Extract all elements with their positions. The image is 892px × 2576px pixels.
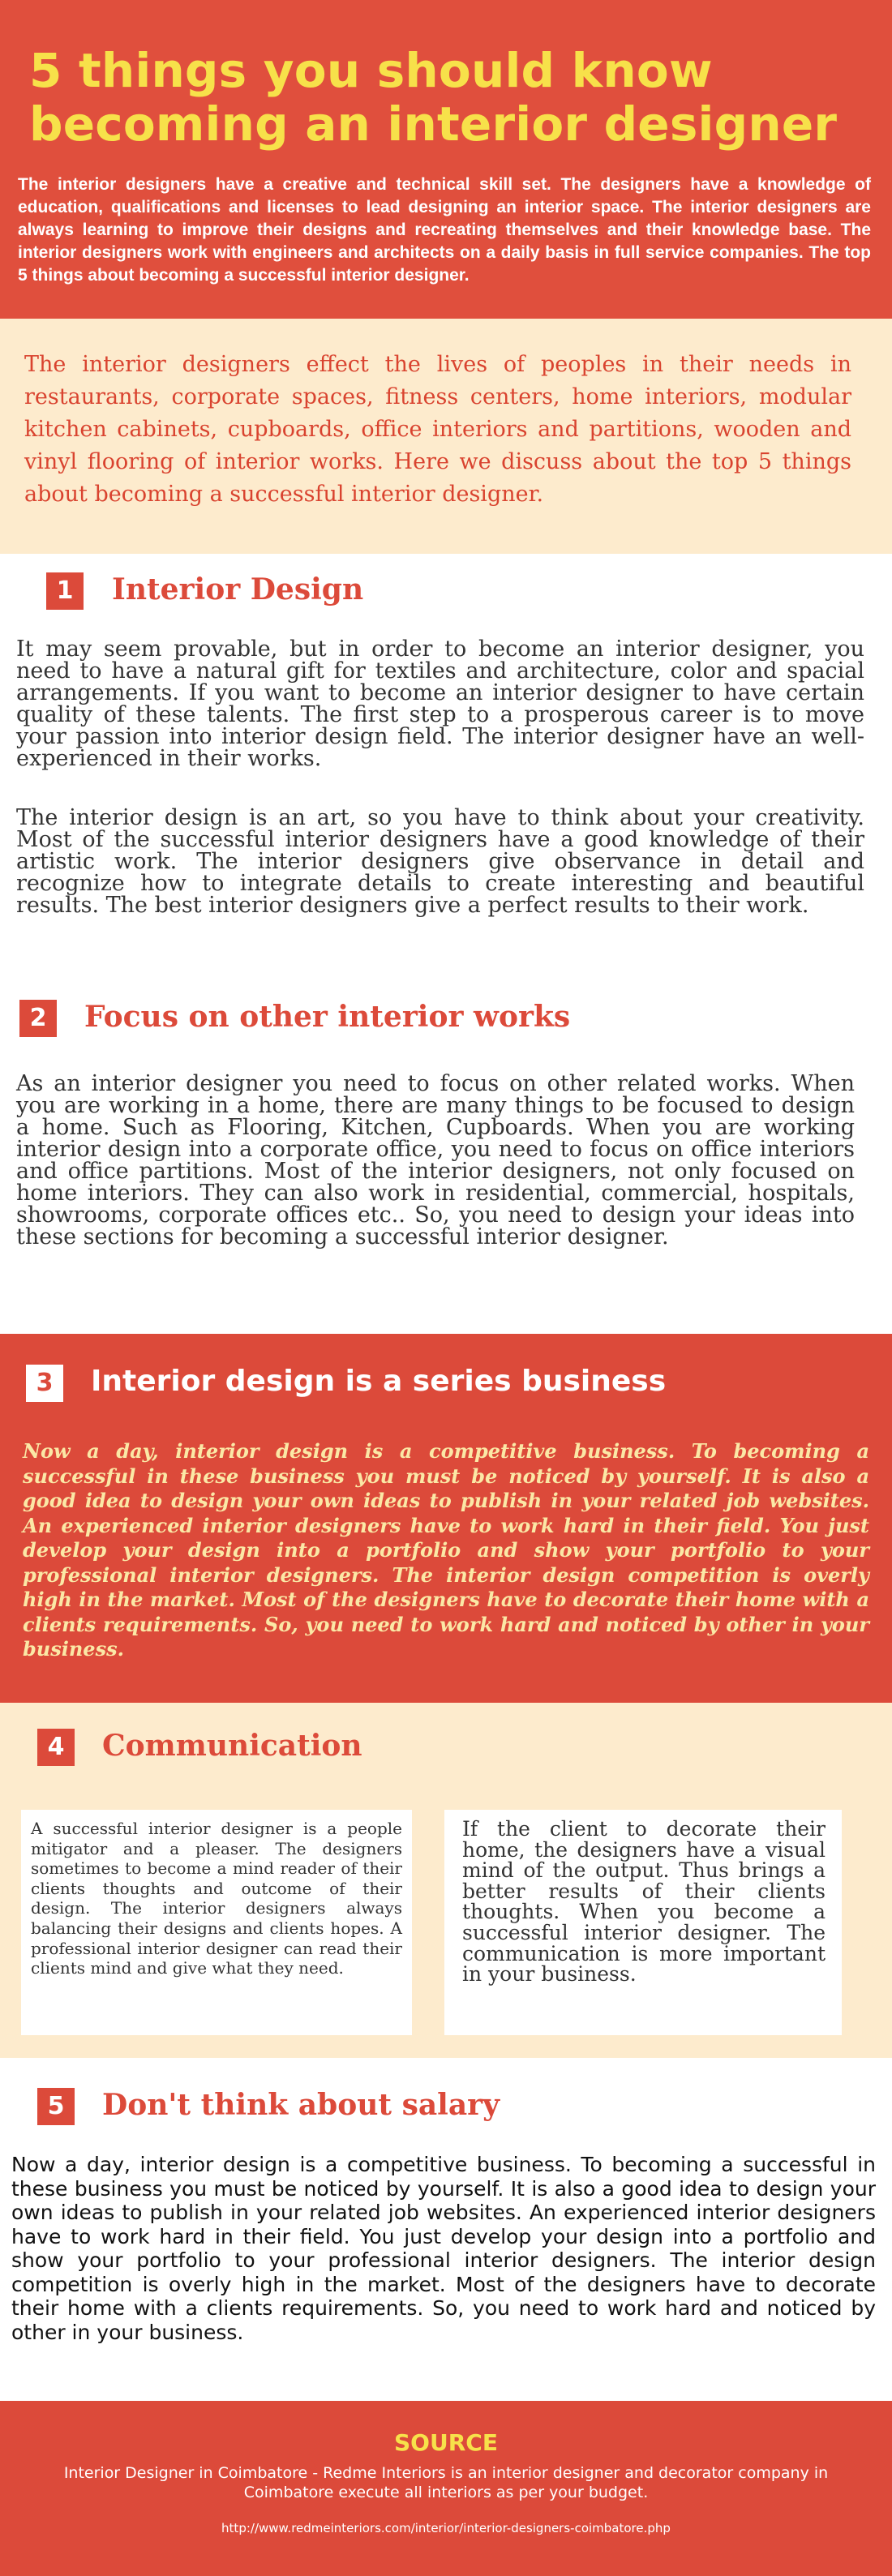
section-2-paragraph: As an interior designer you need to focus on other related works. When you are working in a home, there are many things to be focused to design a home. Such as Flooring, Kitchen, Cupboards. When you are working interior design into a corporate office, you need to focus on office interiors and office partitions. Most of the interior designers, not only focused on home interiors. They can also work in residential, commercial, hospitals, showrooms, corporate offices etc.. So, you need to design your ideas into these sections for becoming a successful interior designer. <box>16 1071 855 1249</box>
section-4-title: Communication <box>102 1729 362 1763</box>
section-1-number: 1 <box>46 572 84 610</box>
section-5-number: 5 <box>37 2088 75 2125</box>
section-3-number: 3 <box>26 1365 63 1402</box>
page-title: 5 things you should know becoming an interior designer <box>29 43 838 152</box>
intro-band-text: The interior designers effect the lives of peoples in their needs in restaurants, corporate spaces, fitness centers, home interiors, modular kitchen cabinets, cupboards, office interiors and partitions, wooden and vinyl flooring of interior works. Here we discuss about the top 5 things about becoming a successful interior designer. <box>24 352 851 507</box>
communication-card-right-text: If the client to decorate their home, the designers have a visual mind of the output. Thus brings a better results of their clients thoughts. When you become a successful interior designer. The communication is more important in your business. <box>462 1817 826 1987</box>
communication-card-left-text: A successful interior designer is a people mitigator and a pleaser. The designers sometimes to become a mind reader of their clients thoughts and outcome of their design. The interior designers always balancing their designs and clients hopes. A professional interior designer can read their clients mind and give what they need. <box>31 1819 402 1978</box>
section-1-paragraph-2: The interior design is an art, so you have to think about your creativity. Most of the successful interior designers have a good knowledge of their artistic work. The interior designers give observance in detail and recognize how to integrate details to create interesting and beautiful results. The best interior designers give a perfect results to their work. <box>16 805 864 918</box>
footer-description: Interior Designer in Coimbatore - Redme Interiors is an interior designer and decorator company in Coimbatore execute all interiors as per your budget. <box>63 2464 829 2501</box>
section-1-title: Interior Design <box>112 572 364 606</box>
section-3-title: Interior design is a series business <box>91 1365 667 1398</box>
section-3-paragraph: Now a day, interior design is a competitive business. To becoming a successful in these business you must be noticed by yourself. It is also a good idea to design your own ideas to publish in your related job websites. An experienced interior designers have to work hard in their field. You just develop your design into a portfolio and show your portfolio to your professional interior designers. The interior design competition is overly high in the market. Most of the designers have to decorate their home with a clients requirements. So, you need to work hard and noticed by other in your business. <box>23 1439 869 1661</box>
section-2-title: Focus on other interior works <box>84 1000 571 1034</box>
section-2-number: 2 <box>19 1000 57 1037</box>
header-intro-text: The interior designers have a creative and technical skill set. The designers have a knowledge of education, qualifications and licenses to lead designing an interior space. The interior designers are always learning to improve their designs and recreating themselves and their knowledge base. The interior designers work with engineers and architects on a daily basis in full service companies. The top 5 things about becoming a successful interior designer. <box>18 175 871 285</box>
footer-title: SOURCE <box>394 2429 498 2456</box>
section-5-title: Don't think about salary <box>102 2088 500 2122</box>
section-4-number: 4 <box>37 1729 75 1766</box>
section-1-paragraph-1: It may seem provable, but in order to become an interior designer, you need to have a natural gift for textiles and architecture, color and spacial arrangements. If you want to become an interior designer to have certain quality of these talents. The first step to a prosperous career is to move your passion into interior design field. The interior designer have an well-experienced in their works. <box>16 636 864 771</box>
section-5-paragraph: Now a day, interior design is a competitive business. To becoming a successful in these business you must be noticed by yourself. It is also a good idea to design your own ideas to publish in your related job websites. An experienced interior designers have to work hard in their field. You just develop your design into a portfolio and show your portfolio to your professional interior designers. The interior design competition is overly high in the market. Most of the designers have to decorate their home with a clients requirements. So, you need to work hard and noticed by other in your business. <box>11 2153 876 2344</box>
footer-source-link[interactable]: http://www.redmeinteriors.com/interior/interior-designers-coimbatore.php <box>221 2521 671 2535</box>
